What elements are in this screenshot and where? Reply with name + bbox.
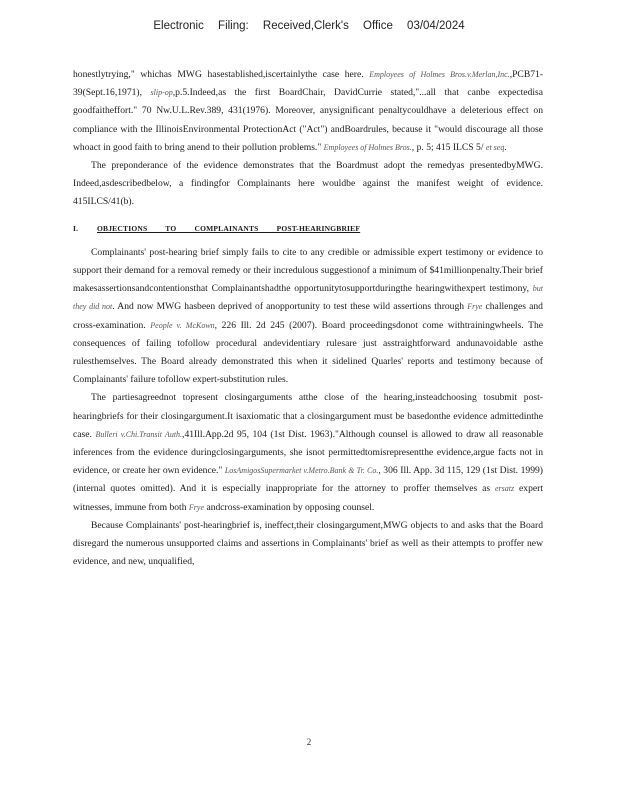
paragraph-4 — [73, 389, 543, 516]
text: challenges and cross-examination. — [73, 301, 543, 331]
frye-citation: Frye — [188, 502, 205, 512]
text: Complainants' post-hearing brief simply fails to cite to any credible or admissible expert testimony or evidence to support their demand for a removal remedy or their incredulous suggestionof a minimum of $41millionpenalty.Their brief makesassertionsandcontentionsthat Complainantshadthe opportunitytosupportduringthe hearingwithexpert testimony, — [73, 246, 543, 295]
text: ,41Ill.App.2d 95, 104 (1st Dist. 1963)."Although counsel is allowed to draw all reasonable inferences from the evidence duringclosingarguments, she isnot permittedtomisrepresentthe evidence,argue facts not in evidence, or create her own evidence." — [73, 428, 543, 477]
document-body — [73, 66, 543, 571]
text: expert witnesses, immune from both — [73, 483, 543, 513]
section-heading — [73, 220, 543, 238]
case-citation: LosAmigosSupermarket v.Metro.Bank & Tr. Co. — [224, 466, 379, 476]
text: , 306 Ill. App. 3d 115, 129 (1st Dist. 1999) (internal quotes omitted). And it is especially inappropriate for the attorney to proffer themselves as — [73, 465, 543, 495]
text: . — [504, 141, 507, 153]
section-number: I. — [73, 223, 79, 233]
slip-op-citation: slip-op — [150, 88, 173, 98]
case-citation: People v. McKown — [150, 320, 215, 330]
emphasis: ersatz — [494, 484, 515, 494]
text: ,p.5.Indeed,as the first BoardChair, DavidCurrie stated,"...all that canbe expectedisa goodfaitheffort." 70 Nw.U.L.Rev.389, 431(1976). Moreover, anysignificant penaltycouldhave a deleterious effect on compliance with the IllinoisEnvironmental ProtectionAct ("Act") andBoardrules, because it "would discourage all those whoact in good faith to bring anend to their pollution problems." — [73, 87, 543, 153]
et-seq-citation: et seq — [485, 142, 505, 152]
text: The partiesagreednot topresent closingarguments atthe close of the hearing,insteadchoosing tosubmit post-hearingbriefs for their closingargument.It isaxiomatic that a closingargument must be basedonthe evidence admittedinthe case. — [73, 392, 543, 440]
text: , 226 Ill. 2d 245 (2007). Board proceedingsdonot come withtrainingwheels. The consequences of failing tofollow procedural andevidentiary rulesare just asstraightforward andunavoidable asthe rulesthemselves. The Board already demonstrated this when it sidelined Quarles' reports and testimony because of Complainants' failure tofollow expert-substitution rules. — [73, 319, 543, 386]
electronic-filing-stamp: Electronic Filing: Received,Clerk's Office 03/04/2024 — [153, 20, 465, 32]
paragraph-3 — [73, 244, 543, 390]
case-citation: Employees of Holmes Bros. — [323, 142, 412, 152]
paragraph-1 — [73, 66, 543, 157]
emphasis: but they did not — [73, 284, 543, 312]
section-title: OBJECTIONS TO COMPLAINANTS POST-HEARINGBRIEF — [97, 223, 361, 233]
text: . And now MWG hasbeen deprived of anopportunity to test these wild assertions through — [112, 301, 465, 313]
paragraph-2: The preponderance of the evidence demonstrates that the Boardmust adopt the remedyas presentedbyMWG. Indeed,asdescribedbelow, a findingfor Complainants here wouldbe against the manifest weight of evidence. 415ILCS/41(b). — [73, 160, 543, 208]
page-number: 2 — [306, 737, 312, 747]
case-citation: Employees of Holmes Bros.v.Merlan,Inc. — [369, 70, 510, 79]
case-citation: Bulleri v.Chi.Transit Auth. — [95, 429, 183, 439]
text: , p. 5; 415 ILCS 5/ — [411, 141, 484, 153]
text: honestlytrying," whichas MWG hasestablished,iscertainlythe case here. — [73, 69, 364, 80]
paragraph-5: Because Complainants' post-hearingbrief is, ineffect,their closingargument,MWG objects to and asks that the Board disregard the numerous unsupported claims and assertions in Complainants' brief as well as their attempts to proffer new evidence, and new, unqualified, — [73, 519, 543, 568]
frye-citation: Frye — [467, 302, 483, 312]
text: ,PCB71-39(Sept.16,1971), — [73, 69, 544, 99]
text: andcross-examination by opposing counsel. — [206, 501, 375, 513]
